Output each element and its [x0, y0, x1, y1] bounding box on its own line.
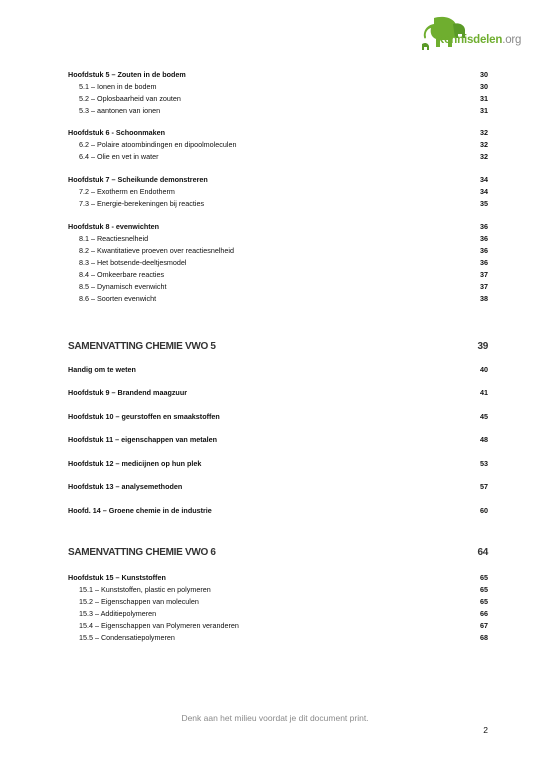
toc-entry[interactable]: 8.4 – Omkeerbare reacties 37: [79, 270, 488, 279]
toc-entry[interactable]: 15.4 – Eigenschappen van Polymeren veranderen 67: [79, 621, 488, 630]
toc-entry[interactable]: Hoofdstuk 5 – Zouten in de bodem 30: [68, 70, 488, 79]
toc-entry[interactable]: 6.2 – Polaire atoombindingen en dipoolmoleculen 32: [79, 140, 488, 149]
toc-entry[interactable]: 7.3 – Energie-berekeningen bij reacties 35: [79, 199, 488, 208]
toc-entry[interactable]: Hoofdstuk 12 – medicijnen op hun plek 53: [68, 459, 488, 468]
toc-entry[interactable]: 6.4 – Olie en vet in water 32: [79, 152, 488, 161]
toc-entry[interactable]: 15.2 – Eigenschappen van moleculen 65: [79, 597, 488, 606]
toc-entry[interactable]: Hoofdstuk 13 – analysemethoden 57: [68, 482, 488, 491]
toc-entry[interactable]: 5.2 – Oplosbaarheid van zouten 31: [79, 94, 488, 103]
toc-entry[interactable]: 15.1 – Kunststoffen, plastic en polymeren 65: [79, 585, 488, 594]
toc-entry[interactable]: Hoofdstuk 11 – eigenschappen van metalen 48: [68, 435, 488, 444]
footer-note: Denk aan het milieu voordat je dit document print.: [181, 713, 369, 723]
toc-entry[interactable]: Hoofdstuk 7 – Scheikunde demonstreren 34: [68, 175, 488, 184]
toc-section-heading[interactable]: SAMENVATTING CHEMIE VWO 5 39: [68, 341, 488, 352]
toc-entry[interactable]: 8.1 – Reactiesnelheid 36: [79, 234, 488, 243]
toc-entry[interactable]: Hoofdstuk 8 - evenwichten 36: [68, 222, 488, 231]
toc-entry[interactable]: 8.5 – Dynamisch evenwicht 37: [79, 282, 488, 291]
toc-entry[interactable]: 7.2 – Exotherm en Endotherm 34: [79, 187, 488, 196]
toc-entry[interactable]: 5.1 – Ionen in de bodem 30: [79, 82, 488, 91]
toc-entry[interactable]: Hoofdstuk 10 – geurstoffen en smaakstoffen 45: [68, 412, 488, 421]
toc-entry[interactable]: 15.3 – Additiepolymeren 66: [79, 609, 488, 618]
page-number: 2: [483, 725, 488, 735]
kennisdelen-logo: [420, 14, 535, 56]
toc-entry[interactable]: Hoofdstuk 9 – Brandend maagzuur 41: [68, 388, 488, 397]
toc-entry[interactable]: 5.3 – aantonen van ionen 31: [79, 106, 488, 115]
toc-entry[interactable]: 8.2 – Kwantitatieve proeven over reactiesnelheid 36: [79, 246, 488, 255]
toc-entry[interactable]: Handig om te weten 40: [68, 365, 488, 374]
toc-entry[interactable]: Hoofdstuk 15 – Kunststoffen 65: [68, 573, 488, 582]
toc-entry[interactable]: Hoofdstuk 6 - Schoonmaken 32: [68, 128, 488, 137]
toc-entry[interactable]: 8.6 – Soorten evenwicht 38: [79, 294, 488, 303]
logo-wordmark: Kennisdelen.org: [436, 34, 522, 46]
toc-section-heading[interactable]: SAMENVATTING CHEMIE VWO 6 64: [68, 547, 488, 558]
toc-entry[interactable]: Hoofd. 14 – Groene chemie in de industrie 60: [68, 506, 488, 515]
toc-entry[interactable]: 15.5 – Condensatiepolymeren 68: [79, 633, 488, 642]
toc-entry[interactable]: 8.3 – Het botsende-deeltjesmodel 36: [79, 258, 488, 267]
